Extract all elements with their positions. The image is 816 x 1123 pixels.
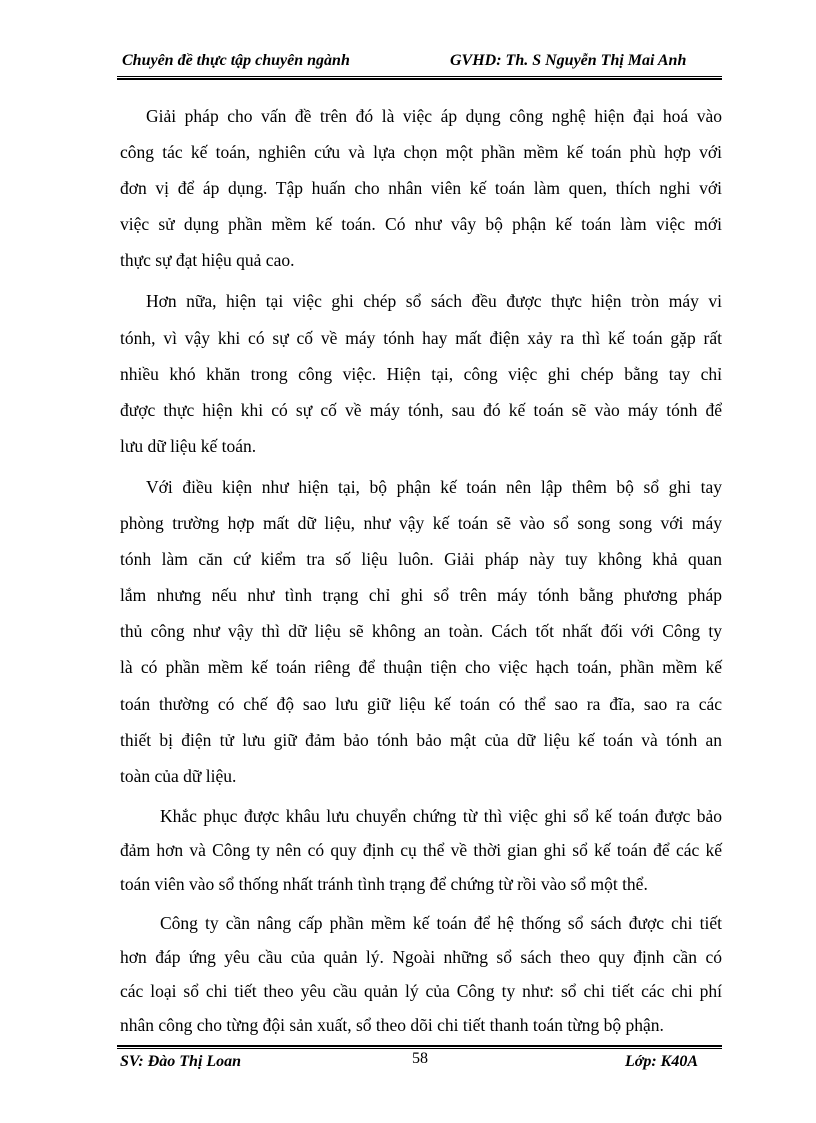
body-text — [120, 98, 722, 1042]
text-line: thực sự đạt hiệu quả cao. — [120, 250, 295, 271]
text-line: đảm hơn và Công ty nên có quy định cụ thể về thời gian ghi sổ kế toán để các kế — [120, 839, 722, 860]
text-line: toán viên vào sổ thống nhất tránh tình trạng để chứng từ rồi vào sổ một thể. — [120, 873, 648, 894]
text-line: Khắc phục được khâu lưu chuyển chứng từ thì việc ghi sổ kế toán được bảo — [160, 805, 722, 826]
text-line: tónh làm căn cứ kiểm tra số liệu luôn. Giải pháp này tuy không khả quan — [120, 549, 722, 570]
text-line: các loại sổ chi tiết theo yêu cầu quản lý của Công ty như: sổ chi tiết các chi phí — [120, 980, 722, 1001]
text-line: được thực hiện khi có sự cố về máy tónh, sau đó kế toán sẽ vào máy tónh để — [120, 399, 722, 420]
page-header — [120, 52, 720, 76]
text-line: toán thường có chế độ sao lưu giữ liệu kế toán có thể sao ra đĩa, sao ra các — [120, 693, 722, 714]
page-footer — [120, 1050, 720, 1076]
text-line: Giải pháp cho vấn đề trên đó là việc áp dụng công nghệ hiện đại hoá vào — [146, 106, 722, 126]
text-line: lắm nhưng nếu như tình trạng chỉ ghi sổ trên máy tónh bằng phương pháp — [120, 585, 722, 606]
text-line: toàn của dữ liệu. — [120, 765, 237, 786]
text-line: Hơn nữa, hiện tại việc ghi chép sổ sách đều được thực hiện tròn máy vi — [146, 291, 722, 312]
text-line: Với điều kiện như hiện tại, bộ phận kế toán nên lập thêm bộ sổ ghi tay — [146, 476, 722, 497]
header-topic: Chuyên đề thực tập chuyên ngành — [122, 52, 350, 69]
footer-divider — [117, 1045, 722, 1049]
footer-class: Lớp: K40A — [624, 1053, 698, 1070]
paragraph-3 — [120, 469, 722, 794]
text-line: hơn đáp ứng yêu cầu của quản lý. Ngoài những sổ sách theo quy định cần có — [120, 946, 722, 967]
text-line: việc sử dụng phần mềm kế toán. Có như vây bộ phận kế toán làm việc mới — [120, 214, 722, 235]
header-divider — [117, 76, 722, 80]
text-line: tónh, vì vậy khi có sự cố về máy tónh hay mất điện xảy ra thì kế toán gặp rất — [120, 327, 722, 348]
header-advisor: GVHD: Th. S Nguyễn Thị Mai Anh — [450, 52, 687, 69]
paragraph-1 — [120, 98, 722, 278]
text-line: lưu dữ liệu kế toán. — [120, 435, 257, 456]
footer-student: SV: Đào Thị Loan — [120, 1053, 242, 1070]
text-line: thủ công như vậy thì dữ liệu sẽ không an toàn. Cách tốt nhất đối với Công ty — [120, 621, 722, 642]
page-number: 58 — [412, 1050, 428, 1067]
paragraph-5 — [120, 906, 722, 1042]
text-line: nhiều khó khăn trong công việc. Hiện tại, công việc ghi chép bằng tay chỉ — [120, 363, 722, 384]
text-line: thiết bị điện tử lưu giữ đảm bảo tónh bảo mật của dữ liệu kế toán và tónh an — [120, 729, 722, 750]
text-line: là có phần mềm kế toán riêng để thuận tiện cho việc hạch toán, phần mềm kế — [120, 657, 722, 678]
text-line: công tác kế toán, nghiên cứu và lựa chọn một phần mềm kế toán phù hợp với — [120, 142, 722, 163]
text-line: nhân công cho từng đội sản xuất, sổ theo dõi chi tiết thanh toán từng bộ phận. — [120, 1014, 664, 1035]
text-line: Công ty cần nâng cấp phần mềm kế toán để hệ thống sổ sách được chi tiết — [160, 912, 722, 933]
paragraph-2 — [120, 283, 722, 463]
paragraph-4 — [120, 799, 722, 901]
text-line: phòng trường hợp mất dữ liệu, như vậy kế toán sẽ vào sổ song song với máy — [120, 513, 722, 534]
text-line: đơn vị để áp dụng. Tập huấn cho nhân viên kế toán làm quen, thích nghi với — [120, 178, 722, 199]
